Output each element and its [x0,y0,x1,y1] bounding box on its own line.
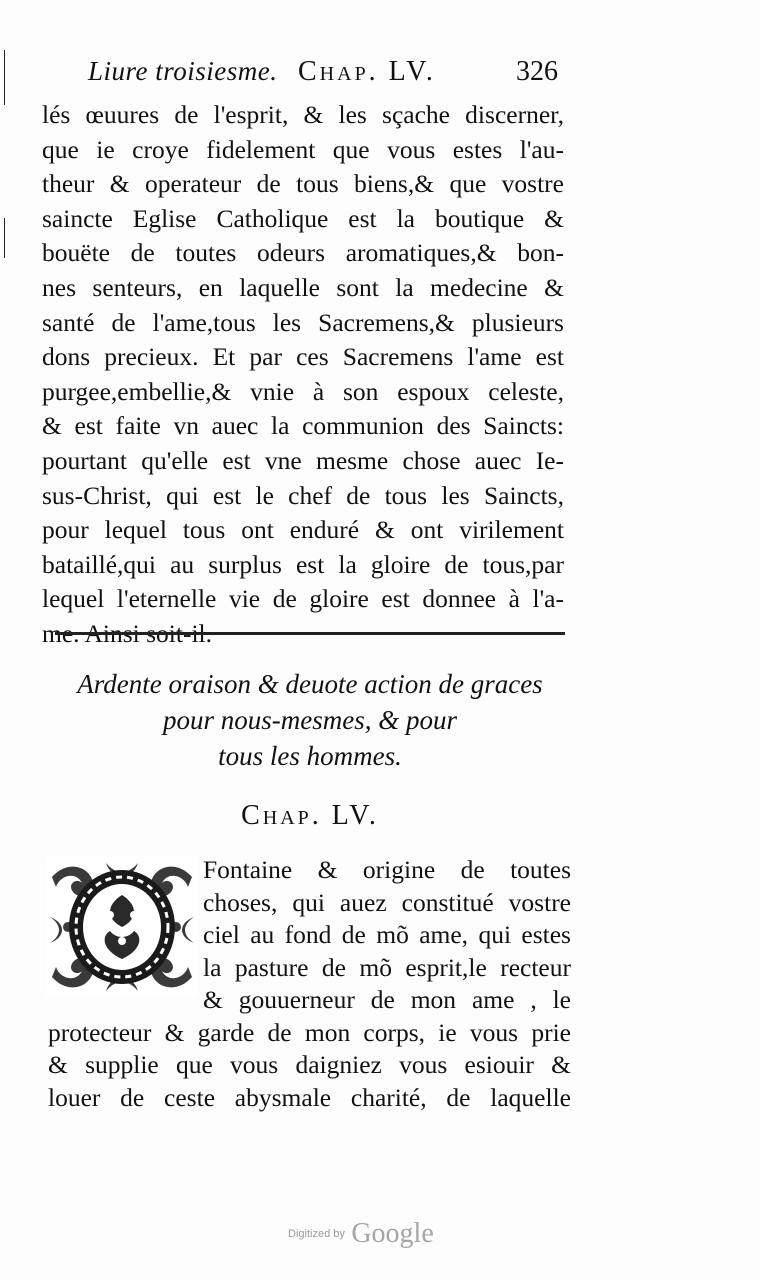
text-line: lequel l'eternelle vie de gloire est donnee à l'a- [42,584,564,614]
text-line: & supplie que vous daigniez vous esiouir & [48,1050,571,1079]
text-line: santé de l'ame,tous les Sacremens,& plusieurs [42,307,564,337]
text-line: nes senteurs, en laquelle sont la medecine & [42,272,564,302]
google-logo: Google [351,1218,434,1249]
digitized-by-label: Digitized by [288,1228,345,1240]
section-title-line: pour nous-mesmes, & pour [163,705,457,735]
page-number: 326 [516,56,558,87]
text-line: me. Ainsi soit-il. [42,618,213,648]
text-line: protecteur & garde de mon corps, ie vous prie [48,1017,571,1047]
section-title [40,666,580,774]
text-line: ciel au fond de mõ ame, qui estes [203,920,571,949]
text-line: dons precieux. Et par ces Sacremens l'ame est [42,342,564,372]
text-line: bouëte de toutes odeurs aromatiques,& bon- [42,238,564,268]
text-line: la pasture de mõ esprit,le recteur [203,952,571,982]
section-title-line: Ardente oraison & deuote action de graces [77,669,543,699]
text-line: lés œuures de l'esprit, & les sçache discerner, [42,100,564,129]
text-line: pour lequel tous ont enduré & ont virilement [42,515,564,545]
margin-mark [4,50,5,105]
text-line: louer de ceste abysmale charité, de laquelle [48,1082,571,1112]
chapter-title: Chap. LV. [241,800,379,831]
text-line: que ie croye fidelement que vous estes l'au- [42,134,564,164]
page-header [88,56,568,98]
text-line: pourtant qu'elle est vne mesme chose auec Ie- [42,445,564,475]
text-line: sus-Christ, qui est le chef de tous les Saincts, [42,480,564,510]
text-line: purgee,embellie,& vnie à son espoux celeste, [42,376,564,406]
digitization-credit [288,1218,434,1250]
margin-mark [4,218,5,258]
running-head: Liure troisiesme. [88,56,278,86]
body-text [42,98,572,652]
section-divider [55,632,565,635]
text-line: Fontaine & origine de toutes [203,855,571,884]
text-line: saincte Eglise Catholique est la boutique & [42,203,564,233]
section-title-line: tous les hommes. [218,741,402,771]
text-line: & gouuerneur de mon ame , le [203,985,571,1014]
text-line: choses, qui auez constitué vostre [203,887,571,917]
text-line: theur & operateur de tous biens,& que vostre [42,169,564,199]
text-line: bataillé,qui au surplus est la gloire de tous,par [42,549,564,579]
chapter-paragraph [48,854,578,1114]
text-line: & est faite vn auec la communion des Saincts: [42,411,564,441]
header-chapter: Chap. LV. [298,56,436,87]
